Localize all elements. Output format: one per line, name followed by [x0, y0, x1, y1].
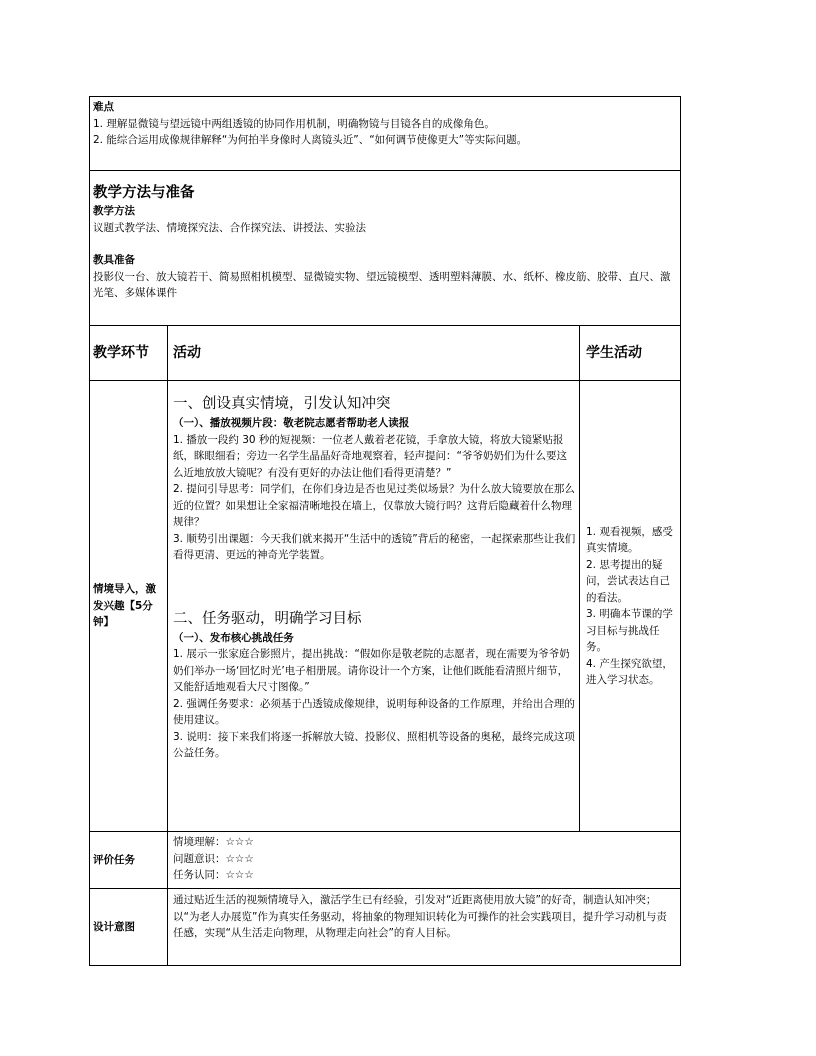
part1-subtitle: （一）、播放视频片段：敬老院志愿者帮助老人读报 — [173, 417, 410, 429]
part2-item-1: 1. 展示一张家庭合影照片，提出挑战：“假如你是敬老院的志愿者，现在需要为爷爷奶奶们举办一场‘回忆时光’电子相册展。请你设计一个方案，让他们既能看清照片细节，又能舒适地观看大尺寸图像。” — [173, 648, 570, 693]
methods-heading: 教学方法 — [93, 205, 135, 217]
methods-section-title: 教学方法与准备 — [93, 185, 195, 201]
part2-subtitle: （一）、发布核心挑战任务 — [173, 631, 294, 644]
stage-activity-cell — [168, 381, 580, 832]
student-activity-1: 1. 观看视频，感受真实情境。 — [586, 525, 673, 554]
evaluation-row — [90, 832, 681, 889]
prep-heading: 教具准备 — [93, 254, 135, 266]
lesson-plan-table — [89, 96, 681, 966]
methods-text: 议题式教学法、情境探究法、合作探究法、讲授法、实验法 — [93, 221, 366, 234]
stage-name: 情境导入，激发兴趣【5分钟】 — [90, 381, 168, 832]
evaluation-item-1: 情境理解：☆☆☆ — [173, 836, 254, 848]
part1-item-1: 1. 播放一段约 30 秒的短视频：一位老人戴着老花镜，手拿放大镜，将放大镜紧贴报纸，眯眼细看；旁边一名学生晶晶好奇地观察着，轻声提问：“爷爷奶奶们为什么要这么近地放放大镜呢？有没有更好的办法让他们看得更清楚？” — [173, 433, 567, 479]
part1-title: 一、创设真实情境，引发认知冲突 — [173, 396, 391, 412]
design-label: 设计意图 — [90, 889, 168, 966]
part2-title: 二、任务驱动，明确学习目标 — [173, 610, 362, 627]
table-header-row — [90, 326, 681, 381]
student-activity-4: 4. 产生探究欲望，进入学习状态。 — [586, 657, 673, 686]
difficulty-heading: 难点 — [93, 101, 114, 113]
stage-row — [90, 381, 681, 832]
evaluation-label: 评价任务 — [90, 832, 168, 889]
part2-item-2: 2. 强调任务要求：必须基于凸透镜成像规律，说明每种设备的工作原理，并给出合理的使用建议。 — [173, 697, 575, 726]
student-activity-cell — [580, 381, 681, 832]
evaluation-item-3: 任务认同：☆☆☆ — [173, 869, 254, 881]
design-row — [90, 889, 681, 966]
part2-item-3: 3. 说明：接下来我们将逐一拆解放大镜、投影仪、照相机等设备的奥秘，最终完成这项公益任务。 — [173, 730, 575, 759]
difficulty-item-2: 2. 能综合运用成像规律解释“为何拍半身像时人离镜头近”、“如何调节使像更大”等实际问题。 — [93, 134, 528, 146]
prep-text: 投影仪一台、放大镜若干、简易照相机模型、显微镜实物、望远镜模型、透明塑料薄膜、水、纸杯、橡皮筋、胶带、直尺、激光笔、多媒体课件 — [93, 270, 671, 299]
header-stage: 教学环节 — [90, 326, 168, 381]
design-text: 通过贴近生活的视频情境导入，激活学生已有经验，引发对“近距离使用放大镜”的好奇，制造认知冲突；以“为老人办展览”作为真实任务驱动，将抽象的物理知识转化为可操作的社会实践项目，提升学习动机与责任感，实现“从生活走向物理，从物理走向社会”的育人目标。 — [168, 889, 681, 966]
difficulty-row — [90, 97, 681, 171]
evaluation-cell — [168, 832, 681, 889]
evaluation-item-2: 问题意识：☆☆☆ — [173, 852, 254, 865]
student-activity-3: 3. 明确本节课的学习目标与挑战任务。 — [586, 608, 673, 653]
methods-cell — [90, 171, 681, 326]
difficulty-cell — [90, 97, 681, 171]
part1-item-2: 2. 提问引导思考：同学们，在你们身边是否也见过类似场景？为什么放大镜要放在那么近的位置？如果想让全家福清晰地投在墙上，仅靠放大镜行吗？这背后隐藏着什么物理规律？ — [173, 483, 575, 528]
header-activity: 活动 — [168, 326, 580, 381]
header-student: 学生活动 — [580, 326, 681, 381]
difficulty-item-1: 1. 理解显微镜与望远镜中两组透镜的协同作用机制，明确物镜与目镜各自的成像角色。 — [93, 117, 495, 130]
student-activity-2: 2. 思考提出的疑问，尝试表达自己的看法。 — [586, 558, 670, 604]
methods-row — [90, 171, 681, 326]
part1-item-3: 3. 顺势引出课题：今天我们就来揭开“生活中的透镜”背后的秘密，一起探索那些让我们看得更清、更远的神奇光学装置。 — [173, 532, 576, 561]
